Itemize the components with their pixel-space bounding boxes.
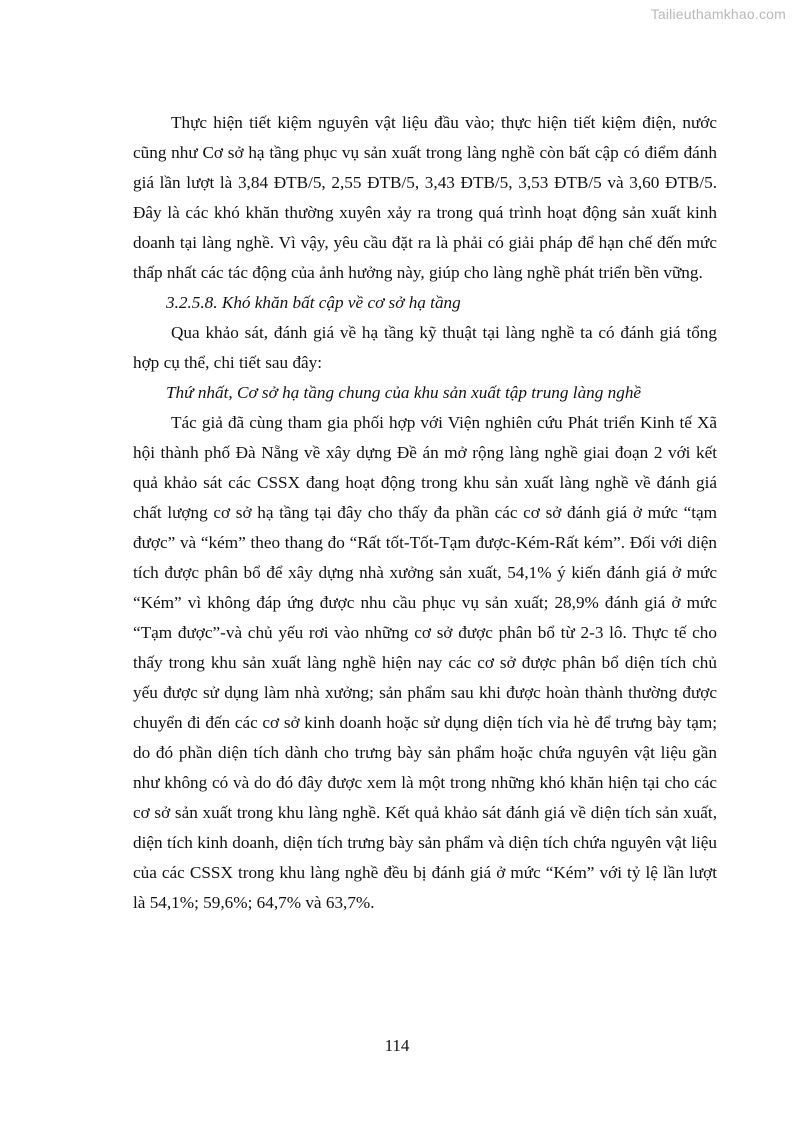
subheading-infrastructure: Thứ nhất, Cơ sở hạ tầng chung của khu sản xuất tập trung làng nghề	[166, 383, 642, 402]
paragraph-survey-intro: Qua khảo sát, đánh giá về hạ tầng kỹ thuật tại làng nghề ta có đánh giá tổng hợp cụ thể, chi tiết sau đây:	[133, 323, 717, 372]
paragraph-survey-results: Tác giả đã cùng tham gia phối hợp với Viện nghiên cứu Phát triển Kinh tế Xã hội thành phố Đà Nẵng về xây dựng Đề án mở rộng làng nghề giai đoạn 2 với kết quả khảo sát các CSSX đang hoạt động trong khu sản xuất làng nghề về đánh giá chất lượng cơ sở hạ tầng tại đây cho thấy đa phần các cơ sở đánh giá ở mức “tạm được” và “kém” theo thang đo “Rất tốt-Tốt-Tạm được-Kém-Rất kém”. Đối với diện tích được phân bổ để xây dựng nhà xưởng sản xuất, 54,1% ý kiến đánh giá ở mức “Kém” vì không đáp ứng được nhu cầu phục vụ sản xuất; 28,9% đánh giá ở mức “Tạm được”-và chủ yếu rơi vào những cơ sở được phân bổ từ 2-3 lô. Thực tế cho thấy trong khu sản xuất làng nghề hiện nay các cơ sở được phân bổ diện tích chủ yếu được sử dụng làm nhà xưởng; sản phẩm sau khi được hoàn thành thường được chuyển đi đến các cơ sở kinh doanh hoặc sử dụng diện tích vỉa hè để trưng bày tạm; do đó phần diện tích dành cho trưng bày sản phẩm hoặc chứa nguyên vật liệu gần như không có và do đó đây được xem là một trong những khó khăn hiện tại cho các cơ sở sản xuất trong khu làng nghề. Kết quả khảo sát đánh giá về diện tích sản xuất, diện tích kinh doanh, diện tích trưng bày sản phẩm và diện tích chứa nguyên vật liệu của các CSSX trong khu làng nghề đều bị đánh giá ở mức “Kém” với tỷ lệ lần lượt là 54,1%; 59,6%; 64,7% và 63,7%.	[133, 413, 717, 912]
paragraph-savings: Thực hiện tiết kiệm nguyên vật liệu đầu vào; thực hiện tiết kiệm điện, nước cũng như Cơ sở hạ tầng phục vụ sản xuất trong làng nghề còn bất cập có điểm đánh giá lần lượt là 3,84 ĐTB/5, 2,55 ĐTB/5, 3,43 ĐTB/5, 3,53 ĐTB/5 và 3,60 ĐTB/5. Đây là các khó khăn thường xuyên xảy ra trong quá trình hoạt động sản xuất kinh doanh tại làng nghề. Vì vậy, yêu cầu đặt ra là phải có giải pháp để hạn chế đến mức thấp nhất các tác động của ảnh hưởng này, giúp cho làng nghề phát triển bền vững.	[133, 113, 717, 282]
section-heading: 3.2.5.8. Khó khăn bất cập về cơ sở hạ tầng	[166, 293, 461, 312]
document-body	[133, 108, 717, 918]
watermark: Tailieuthamkhao.com	[650, 6, 786, 22]
page-number: 114	[384, 1036, 410, 1055]
